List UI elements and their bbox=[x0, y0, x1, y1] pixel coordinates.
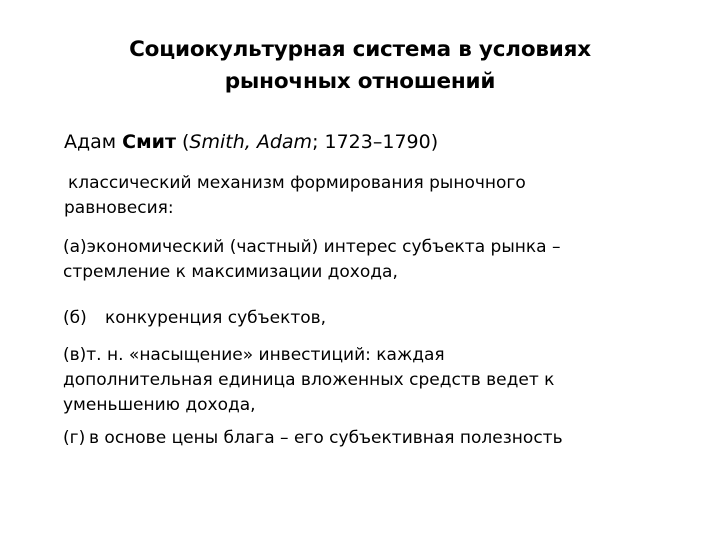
title-line-1: Социокультурная система в условиях bbox=[129, 37, 591, 62]
slide-title bbox=[40, 34, 680, 98]
author-surname: Смит bbox=[122, 131, 176, 153]
item-b-marker: (б) bbox=[63, 308, 87, 328]
author-latin-name: Smith, Adam bbox=[189, 131, 313, 153]
intro-line-1: классический механизм формирования рыночного bbox=[68, 173, 526, 193]
item-g-marker: (г) bbox=[63, 428, 86, 448]
author-open-paren: ( bbox=[175, 131, 190, 153]
author-dates: ; 1723–1790) bbox=[312, 131, 439, 153]
item-a bbox=[63, 235, 560, 285]
intro-paragraph bbox=[64, 171, 526, 221]
item-v-line-1: (в)т. н. «насыщение» инвестиций: каждая bbox=[63, 345, 445, 365]
item-v-line-3: уменьшению дохода, bbox=[63, 395, 256, 415]
item-b bbox=[63, 306, 326, 331]
item-a-line-2: стремление к максимизации дохода, bbox=[63, 262, 398, 282]
item-v-line-2: дополнительная единица вложенных средств ведет к bbox=[63, 370, 555, 390]
item-g-text: в основе цены блага – его субъективная полезность bbox=[89, 428, 563, 448]
item-a-line-1: (а)экономический (частный) интерес субъекта рынка – bbox=[63, 237, 561, 257]
author-line bbox=[64, 129, 438, 155]
author-prefix: Адам bbox=[64, 131, 123, 153]
item-b-text: конкуренция субъектов, bbox=[105, 308, 327, 328]
item-g bbox=[63, 426, 563, 451]
title-line-2: рыночных отношений bbox=[224, 69, 496, 94]
item-v bbox=[63, 343, 554, 418]
intro-line-2: равновесия: bbox=[64, 198, 174, 218]
